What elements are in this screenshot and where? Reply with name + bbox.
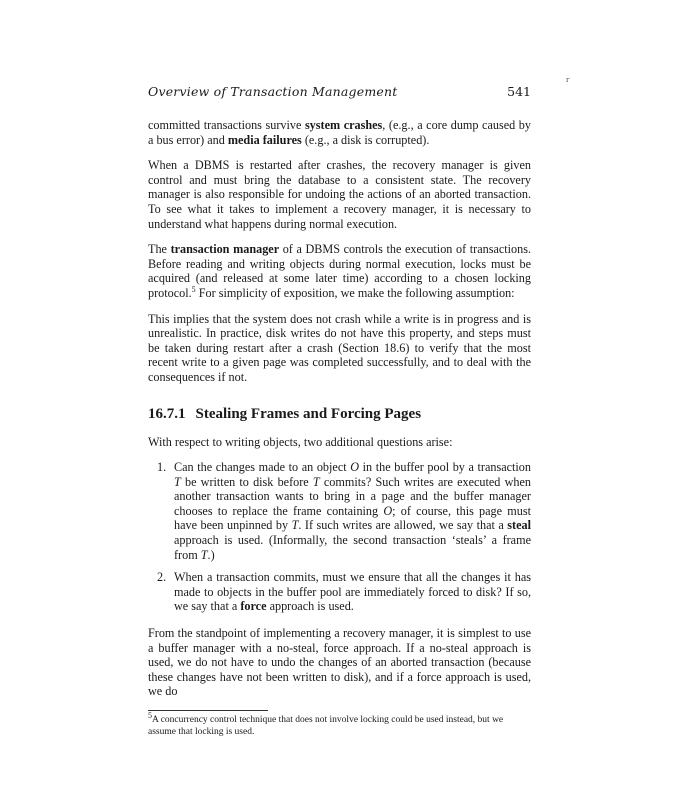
running-header: [148, 84, 531, 102]
question-list: [148, 460, 531, 614]
term-transaction-manager: transaction manager: [170, 242, 280, 257]
footnote: $^5$A concurrency control technique that does not involve locking could be used instead, but we assume that locking is used.: [148, 710, 504, 737]
footnote-ref: 5: [191, 284, 196, 294]
paragraph-1: committed transactions survive system crashes, (e.g., a core dump caused by a bus error) and media failures (e.g., a disk is corrupted).: [148, 118, 531, 147]
paragraph-5: With respect to writing objects, two additional questions arise:: [148, 434, 453, 449]
paragraph-4: This implies that the system does not crash while a write is in progress and is unrealistic. In practice, disk writes do not have this property, and steps must be taken during restart after a crash (Section 18.6) to verify that the most recent write to a given page was completed successfully, and to deal with the consequences if not.: [148, 311, 531, 384]
section-title: Stealing Frames and Forcing Pages: [195, 405, 422, 422]
footnote-mark: 5: [148, 710, 152, 720]
term-system-crashes: system crashes: [304, 118, 383, 132]
margin-mark: r: [566, 76, 570, 84]
paragraph-2: When a DBMS is restarted after crashes, the recovery manager is given control and must bring the database to a consistent state. The recovery manager is also responsible for undoing the actions of an aborted transaction. To see what it takes to implement a recovery manager, it is necessary to understand what happens during normal execution.: [148, 158, 531, 231]
term-media-failures: media failures: [227, 132, 302, 147]
running-title: Overview of Transaction Management: [148, 84, 398, 99]
paragraph-6: From the standpoint of implementing a recovery manager, it is simplest to use a buffer manager with a no-steal, force approach. If a no-steal approach is used, we do not have to undo the changes of an aborted transaction (because these changes have not been written to disk), and if a force approach is used, we do: [148, 626, 531, 699]
term-force: force: [240, 599, 267, 614]
term-steal: steal: [507, 518, 531, 533]
list-item: 2. When a transaction commits, must we ensure that all the changes it has made to objects in the buffer pool are immediately forced to disk? If so, we say that a force approach is used.: [157, 570, 531, 614]
list-item: 1. Can the changes made to an object O in the buffer pool by a transaction T be written to disk before T commits? Such writes are executed when another transaction wants to bring in a page and the buffer manager chooses to replace the frame containing O; of course, this page must have been unpinned by T. If such writes are allowed, we say that a steal approach is used. (Informally, the second transaction ‘steals’ a frame from T.): [157, 460, 531, 562]
page-number: 541: [507, 84, 531, 99]
paragraph-3: The transaction manager of a DBMS controls the execution of transactions. Before reading and writing objects during normal execution, locks must be acquired (and released at some later time) according to a chosen locking protocol.$^5$ For simplicity of exposition, we make the following assumption:: [148, 242, 532, 300]
body-text: [148, 118, 531, 738]
footnote-rule: [148, 710, 268, 711]
section-heading: [148, 405, 531, 423]
section-number: 16.7.1: [148, 405, 186, 422]
